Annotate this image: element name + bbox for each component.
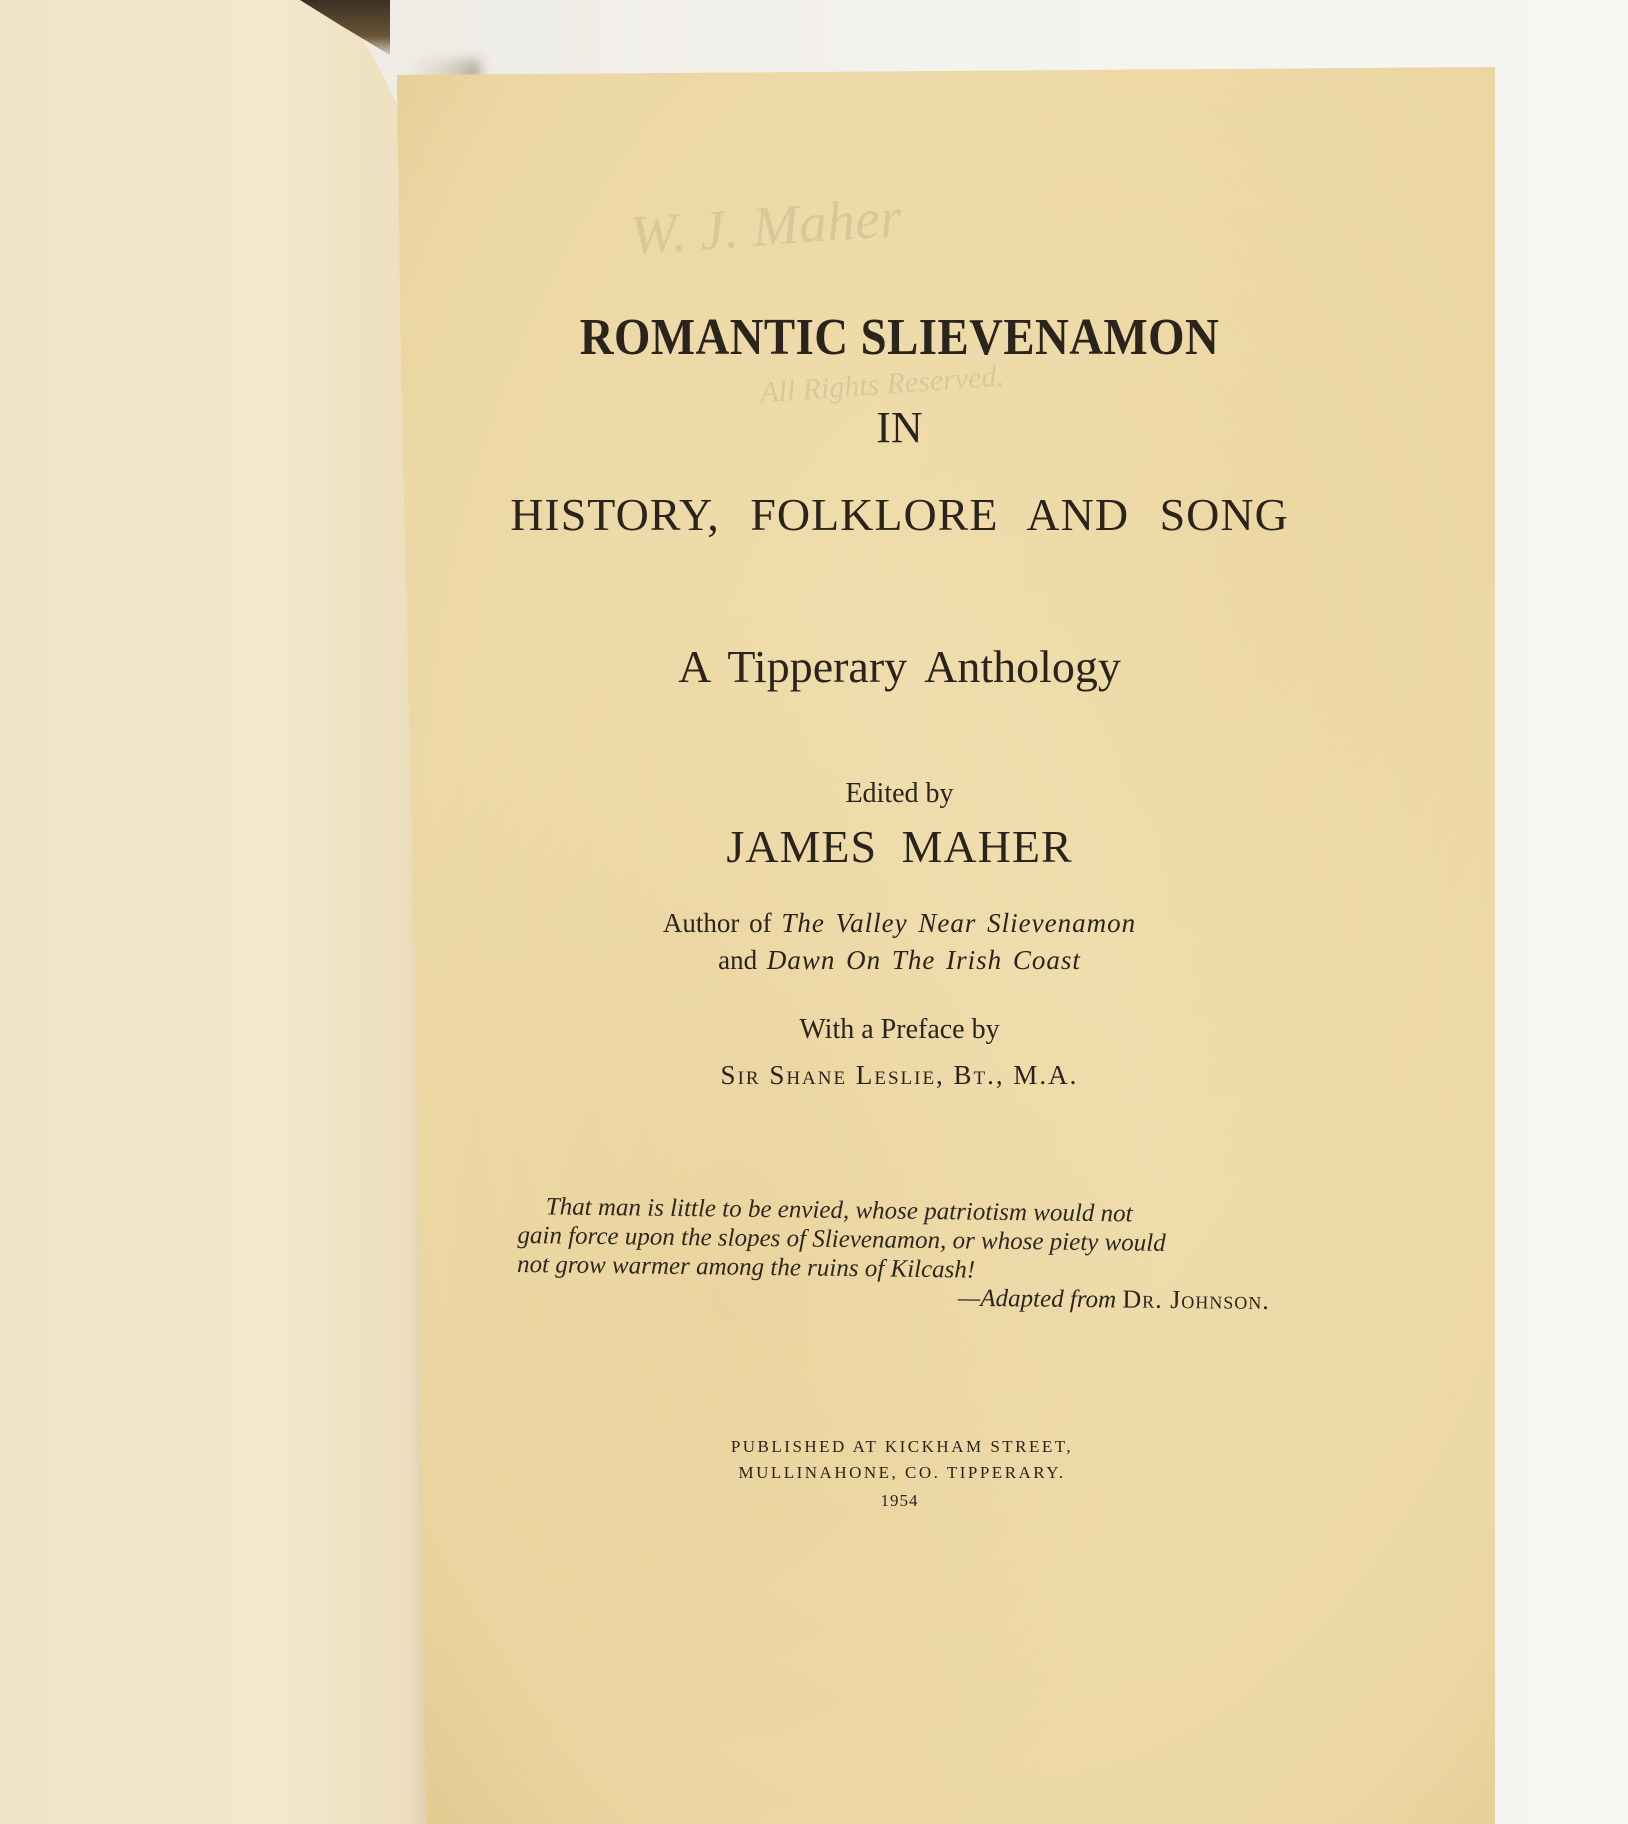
publisher-line-2: MULLINAHONE, CO. TIPPERARY. (738, 1463, 1066, 1482)
and-prefix: and (718, 945, 758, 975)
book-title: ROMANTIC SLIEVENAMON (579, 309, 1220, 366)
attribution-prefix: —Adapted from (957, 1284, 1117, 1314)
attribution-name: Dr. Johnson. (1122, 1284, 1270, 1315)
quote-line: gain force upon the slopes of Slievenamon, or whose piety would (517, 1221, 1166, 1257)
book-subtitle: HISTORY, FOLKLORE AND SONG (510, 489, 1289, 540)
editor-name: JAMES MAHER (726, 821, 1073, 872)
preface-label: With a Preface by (799, 1014, 1000, 1045)
book-two-title: Dawn On The Irish Coast (766, 945, 1081, 975)
preface-author: Sir Shane Leslie, Bt., M.A. (720, 1060, 1079, 1090)
author-of-line (397, 908, 1402, 939)
show-through-signature: W. J. Maher (628, 186, 904, 268)
show-through-rights: All Rights Reserved. (759, 359, 1005, 410)
edited-by-label: Edited by (845, 778, 954, 809)
book-one-title: The Valley Near Slievenamon (781, 908, 1137, 938)
quote-line: That man is little to be envied, whose patriotism would not (545, 1193, 1133, 1228)
quote-attribution (700, 1280, 1270, 1316)
quote-line: not grow warmer among the ruins of Kilcash! (516, 1250, 976, 1284)
publisher-line-1: PUBLISHED AT KICKHAM STREET, (730, 1437, 1074, 1456)
title-connector: IN (876, 403, 923, 452)
anthology-line: A Tipperary Anthology (678, 641, 1121, 692)
publication-year: 1954 (880, 1491, 919, 1510)
and-line (397, 945, 1402, 976)
author-of-prefix: Author of (662, 908, 772, 938)
epigraph-quote (517, 1192, 1298, 1289)
